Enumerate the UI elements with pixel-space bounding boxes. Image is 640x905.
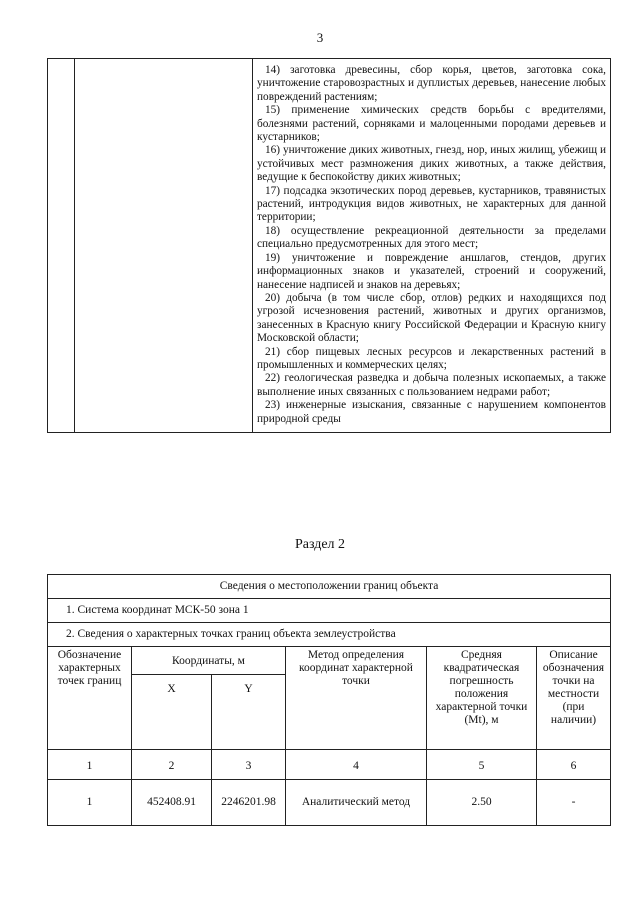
column-number: 4: [286, 750, 427, 780]
table-row: [48, 647, 611, 675]
restrictions-list: [253, 59, 611, 433]
restrictions-table: [47, 58, 611, 433]
list-item: 17) подсадка экзотических пород деревьев, кустарников, травянистых растений, интродукция видов животных, не характерных для данной территории;: [257, 184, 606, 224]
column-number: 6: [537, 750, 611, 780]
table-row: [48, 575, 611, 599]
cell-description: -: [537, 780, 611, 826]
list-item: 15) применение химических средств борьбы с вредителями, болезнями растений, сорняками и малоценными породами деревьев и кустарников;: [257, 104, 606, 144]
boundary-table: [47, 574, 611, 826]
column-number: 2: [132, 750, 212, 780]
table-row: [48, 750, 611, 780]
list-item: 20) добыча (в том числе сбор, отлов) редких и находящихся под угрозой исчезновения растений, животных и других организмов, занесенных в Красную книгу Российской Федерации и Красную книгу Московской области;: [257, 291, 606, 345]
column-number: 1: [48, 750, 132, 780]
table-row: [48, 780, 611, 826]
cell-y: 2246201.98: [212, 780, 286, 826]
table-row: [48, 59, 611, 433]
table-row: [48, 599, 611, 623]
header-designation: Обозначение характерных точек границ: [48, 647, 132, 750]
header-description: Описание обозначения точки на местности (при наличии): [537, 647, 611, 750]
header-error: Средняя квадратическая погрешность положения характерной точки (Mt), м: [427, 647, 537, 750]
column-number: 5: [427, 750, 537, 780]
list-item: 14) заготовка древесины, сбор корья, цветов, заготовка сока, уничтожение старовозрастных и дуплистых деревьев, нанесение любых повреждений растениям;: [257, 64, 606, 103]
list-item: 16) уничтожение диких животных, гнезд, нор, иных жилищ, убежищ и устойчивых мест размножения диких животных, а также действия, ведущие к беспокойству диких животных;: [257, 144, 606, 184]
list-item: 18) осуществление рекреационной деятельности за пределами специально предусмотренных для этого мест;: [257, 224, 606, 251]
empty-cell: [75, 59, 253, 433]
list-item: 21) сбор пищевых лесных ресурсов и лекарственных растений в промышленных и коммерческих целях;: [257, 345, 606, 371]
column-number: 3: [212, 750, 286, 780]
table-row: [48, 623, 611, 647]
cell-error: 2.50: [427, 780, 537, 826]
header-y: Y: [212, 675, 286, 750]
points-heading: 2. Сведения о характерных точках границ объекта землеустройства: [48, 623, 611, 647]
header-coordinates: Координаты, м: [132, 647, 286, 675]
list-item: 22) геологическая разведка и добыча полезных ископаемых, а также выполнение иных связанных с пользованием недрами работ;: [257, 372, 606, 398]
cell-method: Аналитический метод: [286, 780, 427, 826]
empty-cell: [48, 59, 75, 433]
coord-system: 1. Система координат МСК-50 зона 1: [48, 599, 611, 623]
list-item: 19) уничтожение и повреждение аншлагов, стендов, других информационных знаков и указателей, строений и сооружений, нанесение надписей и знаков на деревьях;: [257, 251, 606, 291]
section-title: Раздел 2: [294, 537, 346, 552]
header-x: X: [132, 675, 212, 750]
table-title: Сведения о местоположении границ объекта: [48, 575, 611, 599]
list-item: 23) инженерные изыскания, связанные с нарушением компонентов природной среды: [257, 399, 606, 425]
header-method: Метод определения координат характерной точки: [286, 647, 427, 750]
cell-x: 452408.91: [132, 780, 212, 826]
cell-point: 1: [48, 780, 132, 826]
page-number: 3: [316, 30, 324, 45]
